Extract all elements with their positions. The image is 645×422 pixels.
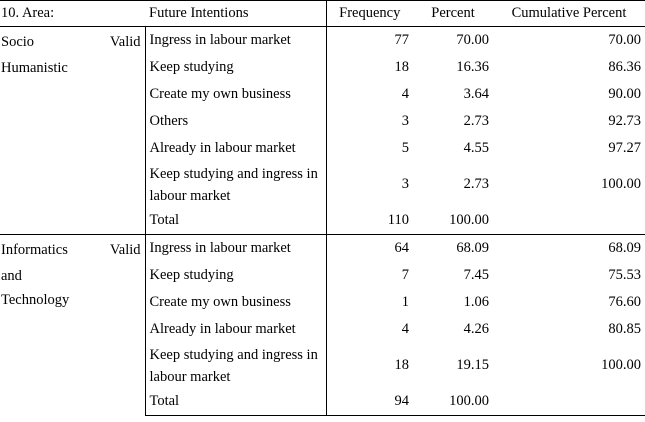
frequency-cell: 4	[326, 316, 413, 343]
valid-label: Valid	[109, 242, 141, 258]
percent-cell: 4.55	[463, 139, 489, 156]
percent-cell: 2.73	[463, 176, 489, 192]
cumulative-percent-cell: 100.00	[601, 176, 641, 192]
frequency-cell: 3	[326, 162, 413, 208]
percent-cell: 100.00	[413, 389, 493, 416]
percent-cell: 3.64	[463, 85, 489, 102]
cumulative-percent-cell: 76.60	[608, 293, 641, 310]
future-intention-label: Keep studying	[149, 266, 234, 283]
header-frequency: Frequency	[326, 1, 413, 27]
future-intention-label: Keep studying	[149, 58, 234, 75]
percent-cell: 100.00	[449, 212, 489, 229]
future-intention-label: Ingress in labour market	[145, 235, 326, 262]
future-intention-label: Already in labour market	[149, 139, 296, 156]
future-intention-label: Others	[149, 112, 189, 129]
future-intention-label: Already in labour market	[149, 320, 296, 337]
cumulative-percent-cell: 90.00	[608, 85, 641, 102]
frequency-cell: 64	[326, 235, 413, 262]
future-intention-label: Create my own business	[149, 293, 291, 310]
frequency-cell: 4	[326, 81, 413, 108]
future-intention-label: Keep studying and ingress in labour market	[149, 346, 318, 385]
area-cell-informatics-technology	[0, 235, 145, 416]
percent-cell: 2.73	[463, 112, 489, 129]
header-cumulative-percent: Cumulative Percent	[493, 1, 645, 27]
header-row	[0, 1, 645, 27]
table-row	[0, 235, 645, 262]
area-name-line3: Technology	[1, 292, 70, 308]
percent-cell: 7.45	[463, 266, 489, 283]
cumulative-percent-cell: 97.27	[608, 139, 641, 156]
future-intention-label: Keep studying and ingress in labour market	[149, 165, 318, 204]
cumulative-percent-cell: 75.53	[608, 266, 641, 283]
frequency-cell: 77	[326, 27, 413, 54]
table-row	[0, 27, 645, 54]
frequency-cell: 110	[326, 208, 413, 235]
cumulative-percent-cell	[493, 208, 645, 235]
area-name-line2: and	[1, 268, 22, 284]
header-percent: Percent	[413, 1, 493, 27]
frequency-cell: 1	[326, 289, 413, 316]
area-name-line2: Humanistic	[1, 60, 68, 76]
frequency-cell: 5	[326, 135, 413, 162]
future-intention-label: Ingress in labour market	[149, 31, 291, 48]
cumulative-percent-cell: 80.85	[608, 320, 641, 337]
percent-cell: 70.00	[456, 31, 489, 48]
frequency-cell: 94	[326, 389, 413, 416]
percent-cell: 16.36	[456, 58, 489, 75]
area-name-line1: Informatics	[1, 242, 68, 258]
area-name-line1: Socio	[1, 34, 35, 50]
area-cell-socio-humanistic	[0, 27, 145, 235]
frequency-cell: 18	[326, 54, 413, 81]
frequency-cell: 3	[326, 108, 413, 135]
percent-cell: 1.06	[463, 293, 489, 310]
percent-cell: 19.15	[456, 357, 489, 373]
valid-label: Valid	[109, 34, 141, 50]
header-future-intentions: Future Intentions	[145, 1, 326, 27]
cumulative-percent-cell: 68.09	[493, 235, 645, 262]
total-label: Total	[145, 389, 326, 416]
cumulative-percent-cell	[493, 389, 645, 416]
frequency-cell: 7	[326, 262, 413, 289]
percent-cell: 68.09	[413, 235, 493, 262]
cumulative-percent-cell: 100.00	[601, 357, 641, 373]
header-area: 10. Area:	[0, 1, 145, 27]
cumulative-percent-cell: 86.36	[608, 58, 641, 75]
cumulative-percent-cell: 70.00	[608, 31, 641, 48]
cumulative-percent-cell: 92.73	[608, 112, 641, 129]
frequency-cell: 18	[326, 343, 413, 389]
total-label: Total	[149, 212, 180, 229]
percent-cell: 4.26	[463, 320, 489, 337]
future-intention-label: Create my own business	[149, 85, 291, 102]
